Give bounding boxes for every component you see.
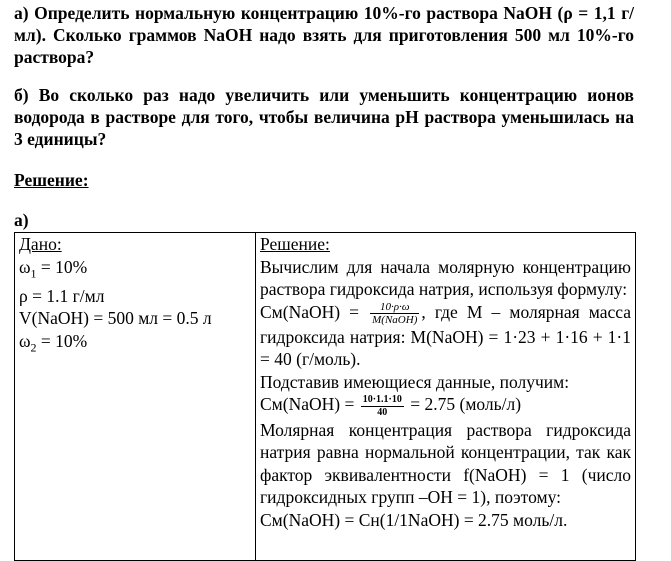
solution-paragraph-1: Вычислим для начала молярную концентрацию раствора гидроксида натрия, используя формулу: (260, 256, 631, 299)
given-volume: V(NaOH) = 500 мл = 0.5 л (19, 308, 212, 328)
solution-paragraph-3: Молярная концентрация раствора гидроксида натрия равна нормальной концентрации, так как фактор эквивалентности f(NaOH) = 1 (число гидроксидных групп –OH = 1), поэтому: (260, 419, 631, 508)
problem-a-text: а) Определить нормальную концентрацию 10%-го раствора NaOH (ρ = 1,1 г/мл). Сколько граммов NaOH надо взять для приготовления 500 мл 10%-го раствора? (14, 3, 634, 67)
part-a-label: а) (14, 210, 29, 230)
given-density: ρ = 1.1 г/мл (19, 285, 105, 306)
formula-substitution: Cм(NaOH) = $\frac{10\cdot 1.1\cdot 10}{40}$ = 2.75 (моль/л) (260, 393, 522, 418)
solution-cell-heading: Решение: (260, 234, 330, 254)
given-omega1: $\omega_1 = 10\%$ (19, 256, 88, 280)
fraction-substitution: $\frac{10\cdot 1.1\cdot 10}{40}$ (362, 393, 402, 418)
fraction-formula: $\frac{10\cdot\rho\cdot\omega}{\text{M(NaOH)}}$ (372, 300, 418, 326)
solution-cell (256, 233, 636, 561)
solution-paragraph-2: Подставив имеющиеся данные, получим: (260, 371, 570, 392)
problem-b-text: б) Во сколько раз надо увеличить или уменьшить концентрацию ионов водорода в растворе для того, чтобы величина pH раствора уменьшилась на 3 единицы? (14, 85, 634, 149)
formula-molarity: Cм(NaOH) = $\frac{10\cdot\rho\cdot\omega}{\text{M(NaOH)}}$ , где М – молярная масса гидроксида натрия: M(NaOH) = 1·23 + 1·16 + 1·1 = 40 (г/моль). (260, 300, 631, 370)
solution-heading: Решение: (14, 170, 89, 190)
solution-paragraph-4: Cм(NaOH) = Cн(1/1NaOH) = 2.75 моль/л. (260, 509, 568, 530)
given-heading: Дано: (19, 234, 62, 254)
given-cell (15, 233, 256, 561)
solution-table (14, 232, 636, 561)
given-omega2: $\omega_2 = 10\%$ (19, 330, 88, 354)
